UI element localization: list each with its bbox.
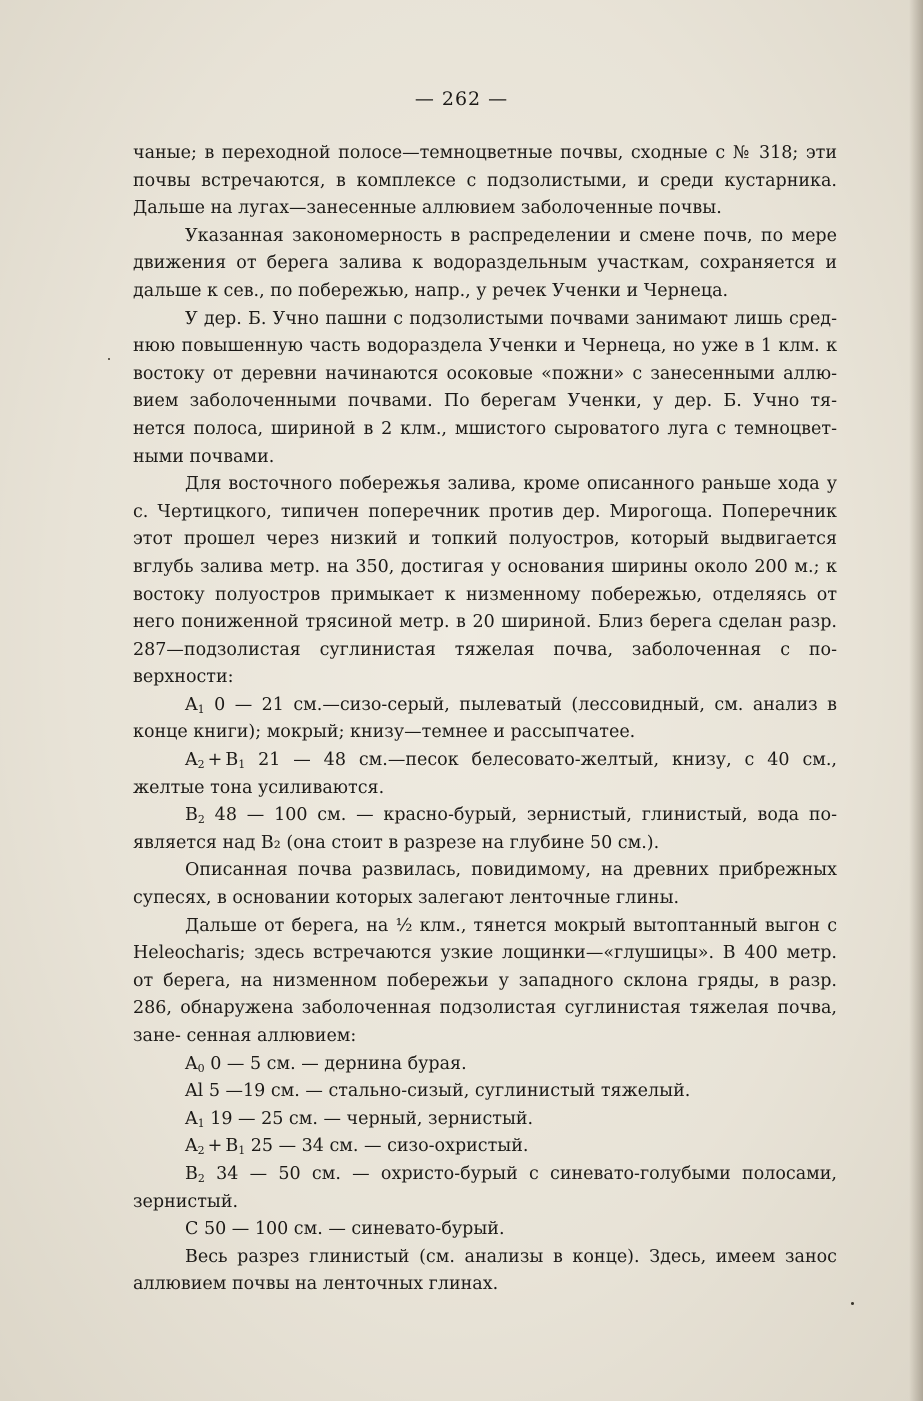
text-line: вглубь залива метр. на 350, достигая у основания ширины около 200 м.; — [133, 556, 820, 577]
text-line: Указанная закономерность в распределении и смене почв, по мере — [185, 225, 837, 246]
horizon-sub2: 1 — [238, 1144, 246, 1158]
horizon-plus: + — [207, 750, 223, 771]
page-number: — 262 — — [414, 88, 509, 110]
text-line: от берега, на низменном побережьи у западного склона гряды, в разр. 286, — [133, 970, 837, 1019]
paragraph — [133, 857, 837, 912]
text-line: на лугах—занесенные аллювием заболоченные почвы. — [210, 198, 722, 219]
horizon-horizon: B — [185, 1163, 198, 1184]
paragraph — [133, 223, 837, 306]
text-line: конце книги); мокрый; книзу—темнее и рассыпчатее. — [133, 722, 636, 743]
text-line: 25 — 34 см. — сизо-охристый. — [245, 1136, 529, 1157]
horizon-horizon2: B — [225, 1136, 239, 1157]
horizon-sub: 2 — [197, 1144, 205, 1158]
paragraph — [133, 471, 837, 692]
horizon-label — [185, 1219, 198, 1239]
text-line: 21 — 48 см.—песок белесовато-желтый, книзу, с 40 см., — [245, 750, 837, 771]
body-text — [133, 140, 837, 1299]
horizon-horizon: B — [185, 805, 198, 826]
horizon-label — [185, 1136, 245, 1156]
horizon-description — [133, 1051, 837, 1079]
paragraph — [133, 1244, 837, 1299]
horizon-sub2: 1 — [238, 758, 246, 772]
paragraph — [133, 306, 837, 472]
text-line: 48 — 100 см. — красно-бурый, зернистый, глинистый, вода по- — [204, 805, 837, 826]
horizon-horizon: A — [185, 750, 198, 771]
text-line: 34 — 50 см. — охристо-бурый с синевато-голубыми полосами, — [204, 1163, 837, 1184]
horizon-sub: 1 — [197, 1116, 205, 1130]
text-line: является над B₂ (она стоит в разрезе на глубине 50 см.). — [133, 832, 660, 853]
text-line: движения от берега залива к водораздельным участкам, сохраняется и — [133, 253, 837, 274]
text-line: супесях, в основании которых залегают ленточные глины. — [133, 888, 680, 909]
text-line: 0 — 21 см.—сизо-серый, пылеватый (лессовидный, см. анализ в — [204, 694, 837, 715]
horizon-description — [133, 1133, 837, 1161]
horizon-description — [133, 1078, 837, 1106]
text-line: 5 —19 см. — стально-сизый, суглинистый тяжелый. — [203, 1081, 691, 1102]
horizon-sub: 2 — [197, 758, 205, 772]
horizon-label — [185, 750, 245, 770]
horizon-description — [133, 747, 837, 802]
horizon-sub: 1 — [197, 702, 205, 716]
horizon-sub: 2 — [197, 813, 205, 827]
paragraph — [133, 140, 837, 223]
text-line: 19 — 25 см. — черный, зернистый. — [204, 1108, 534, 1129]
text-line: верхности: — [133, 667, 234, 688]
text-line: этот прошел через низкий и топкий полуостров, который выдвигается — [133, 529, 837, 550]
text-line: нется полоса, шириной в 2 клм., мшистого сыроватого луга с темноцвет- — [133, 418, 837, 439]
text-line: 50 — 100 см. — синевато-бурый. — [198, 1219, 505, 1240]
text-line: Весь разрез глинистый (см. анализы в конце). Здесь, имеем занос — [185, 1246, 837, 1267]
text-line: вием заболоченными почвами. По берегам Ученки, у дер. Б. Учно тя- — [133, 391, 837, 412]
text-line: сенная аллювием: — [186, 1026, 357, 1046]
paragraph — [133, 913, 837, 1051]
horizon-label — [185, 805, 205, 825]
horizon-description — [133, 692, 837, 747]
horizon-horizon: A — [185, 1136, 198, 1157]
text-line: обнаружена заболоченная подзолистая суглинистая тяжелая почва, зане- — [133, 998, 837, 1046]
horizon-label — [185, 1164, 205, 1184]
horizon-horizon: A — [185, 694, 198, 715]
horizon-horizon: C — [185, 1219, 199, 1240]
horizon-label — [185, 695, 205, 715]
text-line: зернистый. — [133, 1191, 239, 1212]
text-line: с Heleocharis; здесь встречаются узкие лощинки—«глушицы». В 400 метр. — [133, 915, 837, 964]
text-line: к востоку от деревни начинаются осоковые «пожни» с занесенными аллю- — [133, 336, 837, 384]
horizon-plus: + — [207, 1136, 223, 1157]
text-line: к востоку полуостров примыкает к низменному побережью, отделяясь от — [133, 556, 837, 605]
text-line: чаные; в переходной полосе—темноцветные почвы, сходные с № 318; эти — [133, 143, 837, 163]
text-line: с. Чертицкого, типичен поперечник против дер. Мирогоща. Поперечник — [133, 501, 837, 522]
text-line: аллювием почвы на ленточных глинах. — [133, 1274, 499, 1295]
text-line: Дальше от берега, на ½ клм., тянется мокрый вытоптанный выгон — [185, 915, 821, 936]
horizon-sub: 2 — [197, 1171, 205, 1185]
horizon-label — [185, 1109, 205, 1129]
horizon-sub: 0 — [197, 1061, 205, 1075]
horizon-label — [185, 1081, 203, 1101]
horizon-horizon: A — [185, 1053, 198, 1074]
horizon-description — [133, 1161, 837, 1216]
text-line: желтые тона усиливаются. — [133, 777, 385, 798]
text-line: 0 — 5 см. — дернина бурая. — [204, 1053, 467, 1074]
horizon-horizon: Al — [185, 1081, 204, 1102]
text-line: него пониженной трясиной метр. в 20 шириной. Близ берега сделан — [133, 612, 783, 633]
text-line: разр. 287—подзолистая суглинистая тяжелая почва, заболоченная с по- — [133, 612, 837, 660]
horizon-label — [185, 1054, 205, 1074]
text-line: У дер. Б. Учно пашни с подзолистыми почвами занимают лишь сред- — [185, 308, 837, 329]
page-edge-shadow — [909, 0, 923, 1401]
text-line: нюю повышенную часть водораздела Ученки и Чернеца, но уже в 1 клм. — [133, 336, 820, 357]
text-line: Для восточного побережья залива, кроме описанного раньше хода у — [185, 474, 837, 495]
horizon-horizon2: B — [225, 750, 239, 771]
horizon-description — [133, 1216, 837, 1244]
text-line: дальше к сев., по побережью, напр., у речек Ученки и Чернеца. — [133, 280, 729, 301]
text-line: ными почвами. — [133, 446, 275, 467]
horizon-description — [133, 802, 837, 857]
horizon-description — [133, 1106, 837, 1134]
text-line: почвы встречаются, в комплексе с подзолистыми, и среди кустарника. Дальше — [133, 170, 837, 219]
ink-speck — [851, 1302, 854, 1305]
ink-speck — [108, 358, 110, 360]
text-line: Описанная почва развилась, повидимому, на древних прибрежных — [185, 860, 837, 881]
horizon-horizon: A — [185, 1108, 198, 1129]
